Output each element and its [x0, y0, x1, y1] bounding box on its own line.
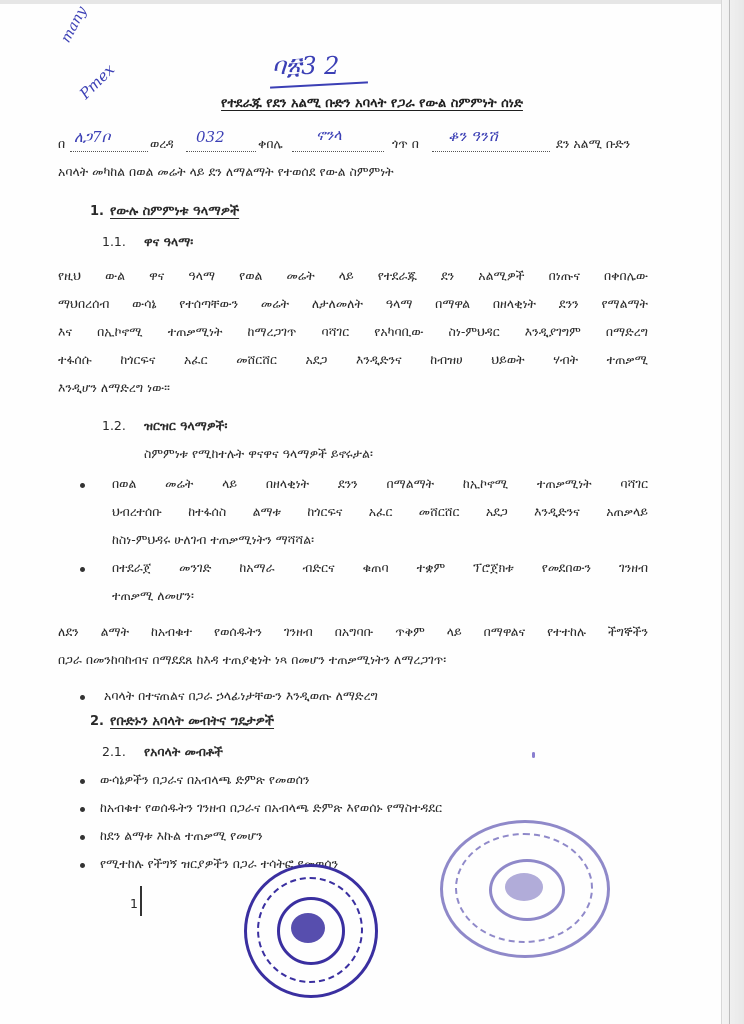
specific-goal-3: አባላት በተናጠልና በጋራ ኃላፊነታቸውን እንዲወጡ ለማድረግ [104, 688, 378, 703]
intro-fill-got: ቆን ዓንሽ [448, 127, 498, 145]
intro-fill-zone: ለጋ7ቦ [74, 128, 111, 146]
main-goal-line4: ተፋሰሱ ከጎርፍና አፈር መሸርሸር አደጋ እንዲድንና ከብዝሀ ህይወት ሃብት ተጠቃሚ [58, 352, 648, 367]
ink-speck [532, 752, 535, 758]
bullet-marker [80, 483, 85, 488]
bullet-marker [80, 863, 85, 868]
section2-heading: የቡድኑን አባላት መብትና ግዴታዎች [110, 714, 275, 729]
intro-blank-zone [70, 151, 148, 152]
intro-blank-kebele [292, 151, 384, 152]
specific-goal-2-line2: ተጠቃሚ ለመሆን፡ [112, 588, 194, 603]
member-right-2: ከአብቁተ የወሰዱትን ገንዘብ በጋራና በአብላጫ ድምጽ እየወሰኑ የማስተዳደር [100, 800, 443, 815]
subsection-2-1-number: 2.1. [102, 744, 126, 759]
specific-goal-1-line2: ህብረተሰቡ ከተፋሰስ ልማቱ ከጎርፍና አፈር መሸርሸር አደጋ እንዲድንና አጠቃላይ [112, 504, 648, 519]
bullet-marker [80, 835, 85, 840]
subsection-1-2-heading: ዝርዝር ዓላማዎች፡ [144, 418, 228, 433]
member-right-4: የሚተከሉ የችግኝ ዝርያዎችን በጋራ ተሳትፎ የመወሰን [100, 856, 339, 871]
section2-number: 2. [90, 714, 104, 729]
intro-fill-kebele: ኖንላ [316, 126, 342, 144]
specific-goal-1-line3: ከስነ-ምህዳሩ ሁለገብ ተጠቃሚነትን ማሻሻል፡ [112, 532, 315, 547]
main-goal-line1: የዚህ ውል ዋና ዓላማ የወል መሬት ላይ የተደራጁ ደን አልሚዎች በነጡና በቀበሌው [58, 268, 648, 283]
bullet-marker [80, 567, 85, 572]
goal-paragraph-line2: በጋራ በመንከባከብና በማደደጸ ከእዳ ተጠያቂነት ነጻ በመሆን ተጠቃሚነትን ለማረጋገጥ፡ [58, 652, 447, 667]
subsection-1-1-number: 1.1. [102, 234, 126, 249]
intro-line2: አባላት መካከል በወል መሬት ላይ ደን ለማልማት የተወሰደ የውል ስምምነት [58, 164, 394, 179]
stamp-emblem [291, 913, 325, 943]
section1-number: 1. [90, 204, 104, 219]
bullet-marker [80, 807, 85, 812]
handwritten-page-ref: ባ፳3 2 [272, 52, 340, 80]
intro-label-woreda: ወረዳ [150, 136, 174, 151]
margin-note-line1: many [58, 3, 91, 46]
section1-heading: የውሉ ስምምነቱ ዓላማዎች [110, 204, 240, 219]
faded-stamp-emblem [505, 873, 543, 901]
intro-fill-woreda: 032 [196, 128, 225, 146]
intro-blank-got [432, 151, 550, 152]
specific-goals-intro: ስምምነቱ የሚከተሉት ዋናዋና ዓላማዎች ይኖሩታል፡ [144, 446, 373, 461]
main-goal-line2: ማህበረሰብ ውሳኔ የተሰጣቸውን መሬት ለታለመለት ዓላማ በማዋል በዘላቂነት ደንን የማልማት [58, 296, 648, 311]
bullet-marker [80, 779, 85, 784]
intro-label-kebele: ቀበሌ [258, 136, 283, 151]
margin-note-line2: Pmex [76, 60, 119, 103]
member-right-3: ከደን ልማቱ እኩል ተጠቃሚ የመሆን [100, 828, 263, 843]
intro-label-zone: በ [58, 136, 66, 151]
document-title: የተደራጁ የደን አልሚ ቡድን አባላት የጋራ የውል ስምምነት ሰነድ [221, 96, 523, 111]
page-number: 1 [130, 896, 138, 911]
faded-stamp [440, 820, 610, 958]
main-goal-line5: እንዲሆን ለማድረግ ነው፡፡ [58, 380, 170, 395]
bullet-marker [80, 695, 85, 700]
handwritten-underline [270, 81, 368, 88]
goal-paragraph-line1: ለደን ልማት ከአብቁተ የወሰዱትን ገንዘብ በአግባቡ ጥቅም ላይ በማዋልና የተተከሉ ችግኞችን [58, 624, 648, 639]
main-goal-line3: እና በኢኮኖሚ ተጠቃሚነት ከማረጋገጥ ባሻገር የአካባቢው ስነ-ምህዳር እንዲያገግም በማድረግ [58, 324, 648, 339]
specific-goal-2-line1: በተደራጀ መንገድ ከአማራ ብድርና ቁጠባ ተቋም ፕሮጀክቱ የመደበውን ገንዘብ [112, 560, 648, 575]
intro-label-group: ደን አልሚ ቡድን [556, 136, 631, 151]
specific-goal-1-line1: በወል መሬት ላይ በዘላቂነት ደንን በማልማት ከኢኮኖሚ ተጠቃሚነት ባሻገር [112, 476, 648, 491]
subsection-2-1-heading: የአባላት መብቶች [144, 744, 223, 759]
subsection-1-2-number: 1.2. [102, 418, 126, 433]
intro-blank-woreda [186, 151, 256, 152]
page-number-mark [140, 886, 142, 916]
intro-label-got: ጎጥ በ [392, 136, 419, 151]
subsection-1-1-heading: ዋና ዓላማ፡ [144, 234, 194, 249]
member-right-1: ውሳኔዎችን በጋራና በአብላጫ ድምጽ የመወሰን [100, 772, 310, 787]
official-stamp [244, 864, 378, 998]
